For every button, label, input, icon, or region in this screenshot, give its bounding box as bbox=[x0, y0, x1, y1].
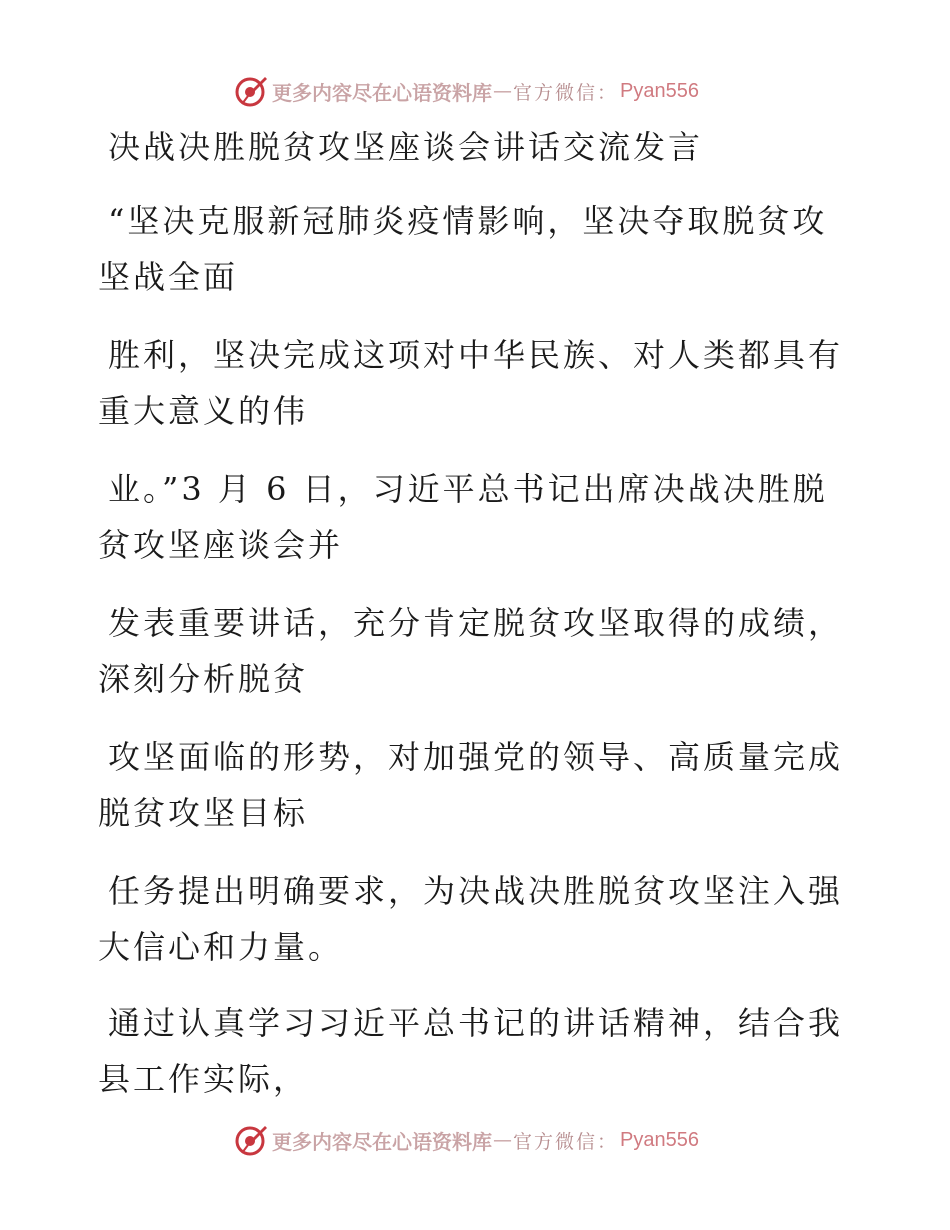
paragraph-line: 攻坚面临的形势，对加强党的领导、高质量完成 bbox=[108, 738, 844, 776]
document-title: 决战决胜脱贫攻坚座谈会讲话交流发言 bbox=[108, 128, 704, 166]
pen-logo-icon bbox=[234, 74, 268, 108]
paragraph-line: 深刻分析脱贫 bbox=[98, 660, 309, 698]
watermark-dash: — bbox=[493, 1129, 512, 1151]
paragraph-line: 胜利，坚决完成这项对中华民族、对人类都具有 bbox=[108, 336, 844, 374]
paragraph-line: 重大意义的伟 bbox=[98, 392, 309, 430]
watermark-wechat-label: 官方微信： bbox=[513, 81, 619, 104]
paragraph-line: 业。”3 月 6 日，习近平总书记出席决战决胜脱 bbox=[108, 470, 828, 508]
paragraph-line: 坚战全面 bbox=[98, 258, 239, 296]
watermark-wechat-label: 官方微信： bbox=[513, 1130, 619, 1153]
watermark-footer bbox=[234, 1122, 699, 1158]
watermark-wechat-id: Pyan556 bbox=[620, 79, 699, 102]
paragraph-line: 大信心和力量。 bbox=[98, 928, 344, 966]
paragraph-line: 任务提出明确要求，为决战决胜脱贫攻坚注入强 bbox=[108, 872, 844, 910]
paragraph-line: “坚决克服新冠肺炎疫情影响，坚决夺取脱贫攻 bbox=[108, 202, 828, 240]
watermark-header bbox=[234, 73, 699, 109]
watermark-dash: — bbox=[493, 80, 512, 102]
paragraph-line: 县工作实际， bbox=[98, 1060, 309, 1098]
pen-logo-icon bbox=[234, 1123, 268, 1157]
paragraph-line: 通过认真学习习近平总书记的讲话精神，结合我 bbox=[108, 1004, 844, 1042]
paragraph-line: 贫攻坚座谈会并 bbox=[98, 526, 344, 564]
paragraph-line: 发表重要讲话，充分肯定脱贫攻坚取得的成绩， bbox=[108, 604, 844, 642]
watermark-wechat-id: Pyan556 bbox=[620, 1128, 699, 1151]
paragraph-line: 脱贫攻坚目标 bbox=[98, 794, 309, 832]
watermark-text: 更多内容尽在心语资料库 bbox=[272, 1129, 492, 1154]
watermark-text: 更多内容尽在心语资料库 bbox=[272, 80, 492, 105]
